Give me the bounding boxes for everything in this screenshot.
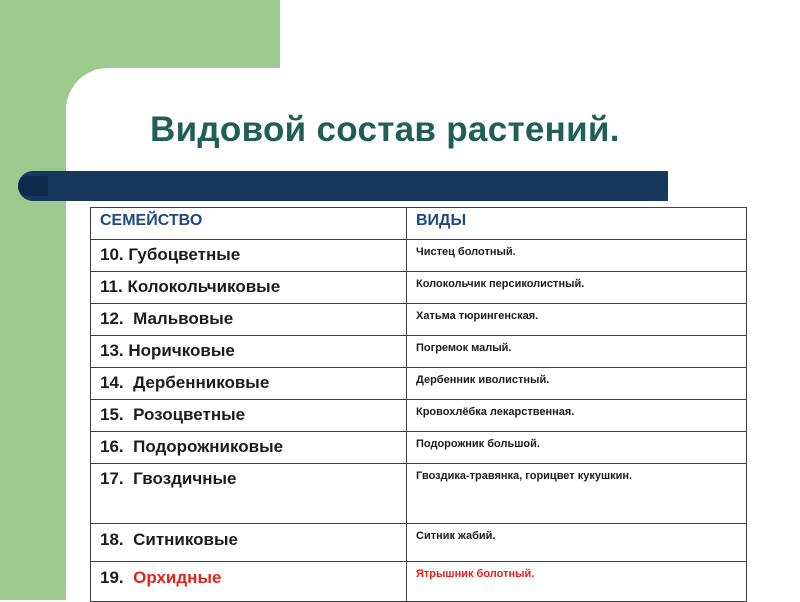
table-row	[91, 336, 747, 368]
family-name: Ситниковые	[133, 530, 238, 549]
species-table	[90, 207, 747, 602]
table-row	[91, 272, 747, 304]
table-row	[91, 524, 747, 562]
family-name: Норичковые	[128, 341, 235, 360]
species-cell: Погремок малый.	[407, 336, 747, 368]
family-name: Подорожниковые	[133, 437, 284, 456]
table-row	[91, 304, 747, 336]
table-row	[91, 400, 747, 432]
family-name: Мальвовые	[133, 309, 234, 328]
table-header-row	[91, 208, 747, 240]
table-row	[91, 464, 747, 524]
table-row	[91, 368, 747, 400]
family-cell: 17. Гвоздичные	[91, 464, 407, 524]
title-underline-bar	[18, 171, 668, 201]
table-row	[91, 432, 747, 464]
species-cell: Ситник жабий.	[407, 524, 747, 562]
slide-title: Видовой состав растений.	[150, 110, 620, 149]
family-cell: 11. Колокольчиковые	[91, 272, 407, 304]
table-row	[91, 240, 747, 272]
family-name: Розоцветные	[133, 405, 246, 424]
species-cell: Кровохлёбка лекарственная.	[407, 400, 747, 432]
family-cell: 14. Дербенниковые	[91, 368, 407, 400]
family-name: Гвоздичные	[133, 469, 237, 488]
family-name-highlighted: Орхидные	[133, 568, 222, 587]
family-cell: 18. Ситниковые	[91, 524, 407, 562]
table-row	[91, 562, 747, 602]
species-cell: Хатьма тюрингенская.	[407, 304, 747, 336]
species-cell: Колокольчик персиколистный.	[407, 272, 747, 304]
title-underline-bar-cap	[18, 176, 48, 196]
family-cell: 19. Орхидные	[91, 562, 407, 602]
species-highlighted: Ятрышник болотный.	[416, 568, 535, 580]
family-cell: 13. Норичковые	[91, 336, 407, 368]
header-species: ВИДЫ	[407, 208, 747, 240]
white-decor-top	[280, 0, 800, 68]
species-cell: Подорожник большой.	[407, 432, 747, 464]
family-name: Губоцветные	[128, 245, 241, 264]
species-cell: Гвоздика-травянка, горицвет кукушкин.	[407, 464, 747, 524]
family-cell: 15. Розоцветные	[91, 400, 407, 432]
family-cell: 16. Подорожниковые	[91, 432, 407, 464]
species-cell: Чистец болотный.	[407, 240, 747, 272]
species-cell: Дербенник иволистный.	[407, 368, 747, 400]
family-cell: 10. Губоцветные	[91, 240, 407, 272]
species-cell	[407, 562, 747, 602]
family-name: Колокольчиковые	[127, 277, 281, 296]
header-family: СЕМЕЙСТВО	[91, 208, 407, 240]
family-cell: 12. Мальвовые	[91, 304, 407, 336]
family-name: Дербенниковые	[133, 373, 270, 392]
